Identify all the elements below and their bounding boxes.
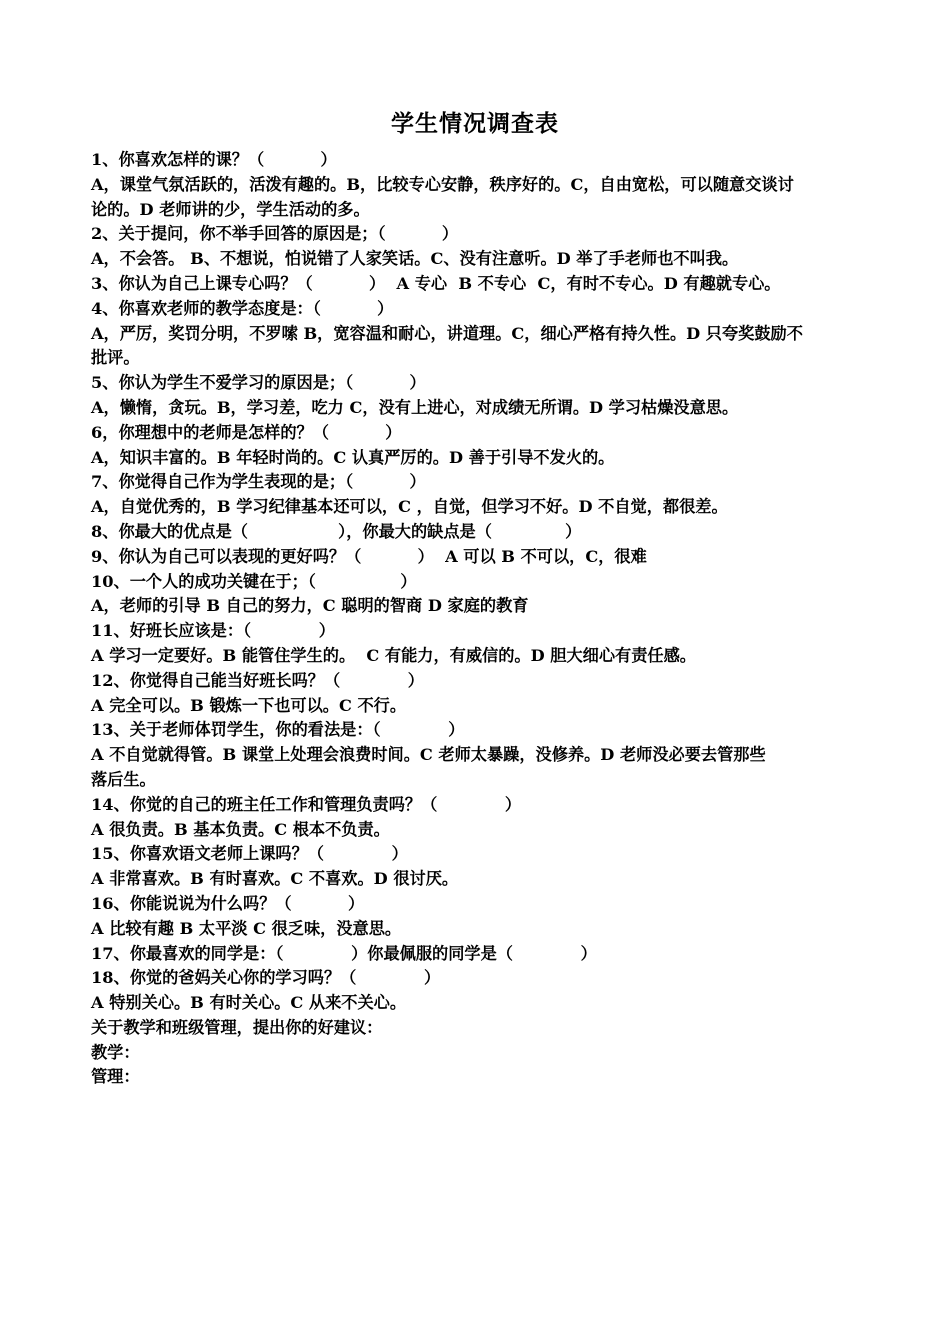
- question-13-options-cont: 落后生。: [91, 769, 156, 789]
- suggestion-management-label: 管理：: [91, 1067, 140, 1087]
- question-14: 14、你觉的自己的班主任工作和管理负责吗？（ ）: [91, 794, 522, 814]
- question-4-options: A，严厉，奖罚分明，不罗嗦 B，宽容温和耐心，讲道理。C，细心严格有持久性。D 只夸奖鼓励不: [91, 323, 803, 343]
- suggestion-teaching-label: 教学：: [91, 1042, 140, 1062]
- question-10: 10、一个人的成功关键在于；（ ）: [91, 571, 417, 591]
- question-15-options: A 非常喜欢。B 有时喜欢。C 不喜欢。D 很讨厌。: [91, 869, 459, 889]
- question-18-options: A 特别关心。B 有时关心。C 从来不关心。: [91, 993, 407, 1013]
- question-6: 6，你理想中的老师是怎样的？（ ）: [91, 422, 402, 442]
- suggestion-prompt: 关于教学和班级管理，提出你的好建议：: [91, 1017, 383, 1037]
- question-11-options: A 学习一定要好。B 能管住学生的。 C 有能力，有威信的。D 胆大细心有责任感。: [91, 645, 696, 665]
- question-13: 13、关于老师体罚学生，你的看法是：（ ）: [91, 720, 465, 740]
- question-2: 2、关于提问，你不举手回答的原因是；（ ）: [91, 224, 459, 244]
- question-6-options: A，知识丰富的。B 年轻时尚的。C 认真严厉的。D 善于引导不发火的。: [91, 447, 615, 467]
- question-7-options: A，自觉优秀的，B 学习纪律基本还可以，C ，自觉，但学习不好。D 不自觉，都很差。: [91, 497, 728, 517]
- question-4-options-cont: 批评。: [91, 348, 140, 368]
- question-12-options: A 完全可以。B 锻炼一下也可以。C 不行。: [91, 695, 407, 715]
- question-13-options: A 不自觉就得管。B 课堂上处理会浪费时间。C 老师太暴躁，没修养。D 老师没必要去管那些: [91, 745, 766, 765]
- question-5: 5、你认为学生不爱学习的原因是；（ ）: [91, 373, 426, 393]
- question-7: 7、你觉得自己作为学生表现的是；（ ）: [91, 472, 426, 492]
- question-2-options: A，不会答。 B、不想说，怕说错了人家笑话。C、没有注意听。D 举了手老师也不叫我。: [91, 249, 739, 269]
- question-3: 3、你认为自己上课专心吗？（ ） A 专心 B 不专心 C，有时不专心。D 有趣就专心。: [91, 273, 781, 293]
- question-9: 9、你认为自己可以表现的更好吗？（ ） A 可以 B 不可以，C，很难: [91, 546, 647, 566]
- question-16-options: A 比较有趣 B 太平淡 C 很乏味，没意思。: [91, 918, 402, 938]
- question-8: 8、你最大的优点是（ ），你最大的缺点是（ ）: [91, 521, 582, 541]
- survey-content: [91, 148, 866, 1090]
- question-1: 1、你喜欢怎样的课？（ ）: [91, 150, 337, 169]
- question-11: 11、好班长应该是：（ ）: [91, 621, 335, 641]
- question-17: 17、你最喜欢的同学是：（ ）你最佩服的同学是（ ）: [91, 943, 597, 963]
- question-16: 16、你能说说为什么吗？（ ）: [91, 893, 365, 913]
- question-12: 12、你觉得自己能当好班长吗？（ ）: [91, 670, 424, 690]
- question-1-options-cont: 论的。D 老师讲的少，学生活动的多。: [91, 199, 370, 219]
- question-14-options: A 很负责。B 基本负责。C 根本不负责。: [91, 819, 390, 839]
- question-15: 15、你喜欢语文老师上课吗？（ ）: [91, 844, 408, 864]
- question-5-options: A，懒惰，贪玩。B，学习差，吃力 C，没有上进心，对成绩无所谓。D 学习枯燥没意思。: [91, 397, 739, 417]
- question-10-options: A，老师的引导 B 自己的努力，C 聪明的智商 D 家庭的教育: [91, 596, 529, 616]
- question-1-options: A，课堂气氛活跃的，活泼有趣的。B，比较专心安静，秩序好的。C，自由宽松，可以随意交谈讨: [91, 174, 794, 194]
- question-18: 18、你觉的爸妈关心你的学习吗？（ ）: [91, 968, 441, 988]
- page-title: 学生情况调查表: [391, 110, 559, 137]
- question-4: 4、你喜欢老师的教学态度是：（ ）: [91, 298, 394, 318]
